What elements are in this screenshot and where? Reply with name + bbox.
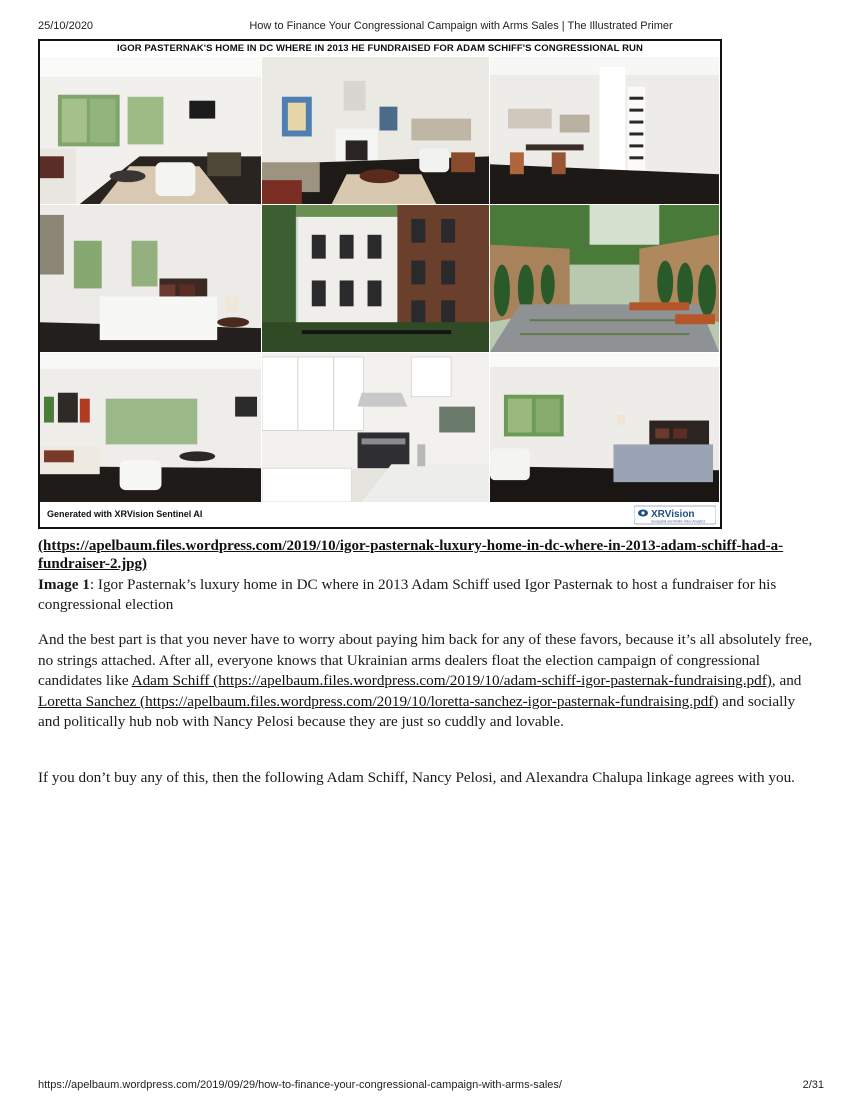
para1-text-3: and socially and politically hub nob with Nancy Pelosi because they are just so cuddly and lovable. [38, 692, 796, 730]
photo-master-bedroom [490, 353, 720, 503]
print-date: 25/10/2020 [38, 20, 94, 32]
para1-text-2: , and [771, 672, 802, 689]
collage-footer [40, 503, 720, 527]
image-caption [38, 575, 798, 615]
print-title: How to Finance Your Congressional Campaign with Arms Sales | The Illustrated Primer [249, 20, 673, 32]
photo-open-living-area [40, 353, 262, 503]
photo-living-room [40, 57, 262, 205]
print-header [38, 20, 824, 36]
para1-text-1: And the best part is that you never have to worry about paying him back for any of these favors, because it’s all absolutely free, no strings attached. After all, everyone knows that Ukrainian arms dealers float the election campaign of congressional candidates like [38, 631, 813, 689]
page-number: 2/31 [802, 1079, 824, 1091]
loretta-sanchez-link[interactable]: Loretta Sanchez (https://apelbaum.files.wordpress.com/2019/10/loretta-sanchez-igor-pasternak-fundraising.pdf) [38, 692, 719, 710]
photo-grid [40, 57, 720, 503]
xrvision-logo [634, 505, 716, 525]
image-source-link[interactable]: (https://apelbaum.files.wordpress.com/2019/10/igor-pasternak-luxury-home-in-dc-where-in-2013-adam-schiff-had-a-fundraiser-2.jpg) [38, 538, 784, 572]
house-photo-collage[interactable] [38, 39, 722, 529]
page-url: https://apelbaum.wordpress.com/2019/09/29/how-to-finance-your-congressional-campaign-with-arms-sales/ [38, 1079, 562, 1091]
collage-banner: IGOR PASTERNAK'S HOME IN DC WHERE IN 2013 HE FUNDRAISED FOR ADAM SCHIFF'S CONGRESSIONAL RUN [40, 41, 720, 57]
adam-schiff-link[interactable]: Adam Schiff (https://apelbaum.files.wordpress.com/2019/10/adam-schiff-igor-pasternak-fundraising.pdf) [131, 672, 772, 689]
photo-kitchen [262, 353, 490, 503]
photo-fireplace-room [262, 57, 490, 205]
generated-with-label: Generated with XRVision Sentinel AI [47, 509, 203, 519]
print-footer [38, 1079, 824, 1093]
photo-house-exterior [262, 205, 490, 353]
photo-dining-stairs [490, 57, 720, 205]
caption-text: : Igor Pasternak’s luxury home in DC where in 2013 Adam Schiff used Igor Pasternak to host a fundraiser for his congressional election [38, 576, 777, 613]
body-paragraph-2: If you don’t buy any of this, then the following Adam Schiff, Nancy Pelosi, and Alexandra Chalupa linkage agrees with you. [38, 769, 795, 786]
photo-backyard-patio [490, 205, 720, 353]
caption-label: Image 1 [38, 576, 90, 593]
photo-bedroom [40, 205, 262, 353]
logo-text: XRVision [651, 509, 695, 520]
logo-subtext: Geospatial and Mobile Video Analytics [651, 519, 706, 524]
body-paragraph-1 [38, 630, 816, 733]
